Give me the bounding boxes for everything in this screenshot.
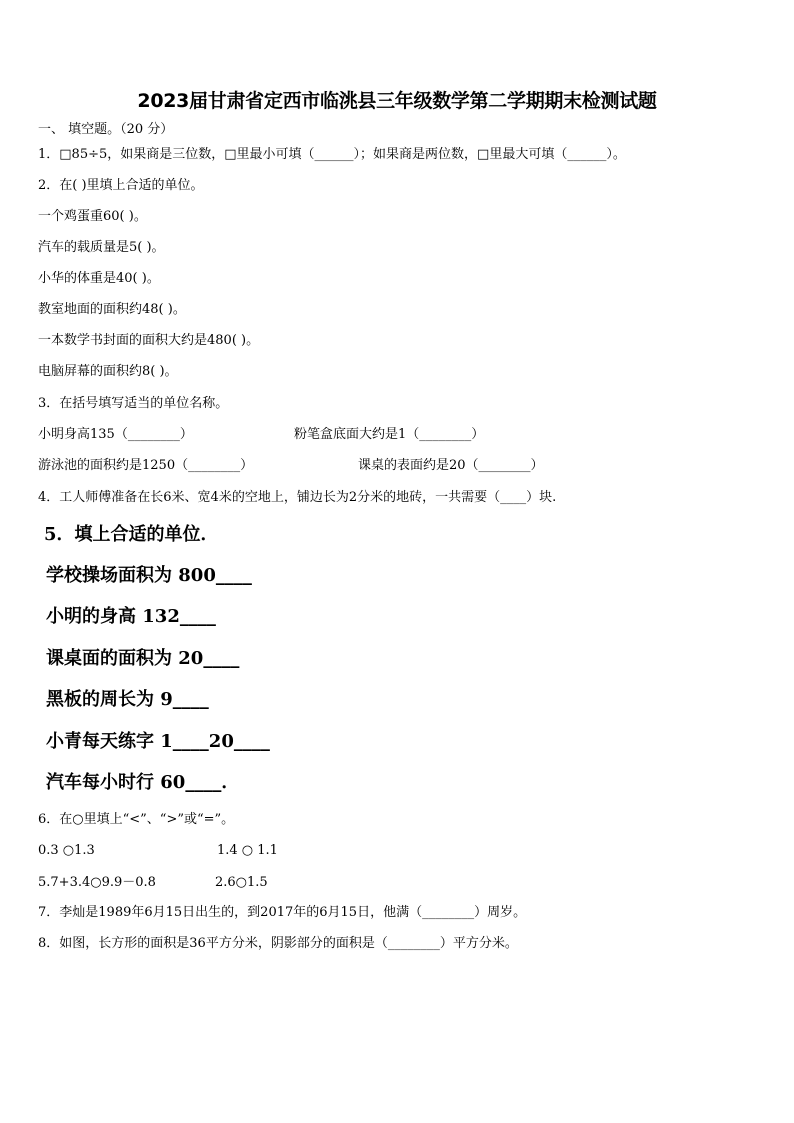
question-6-row2-right: 2.6○1.5	[215, 875, 268, 890]
question-5-item: 课桌面的面积为 20____	[46, 648, 240, 669]
question-6-row1-right: 1.4 ○ 1.1	[217, 843, 278, 858]
question-4: 4．工人师傅准备在长6米、宽4米的空地上，铺边长为2分米的地砖，一共需要（____）块.	[38, 490, 557, 505]
question-3-row1-left: 小明身高135（________）	[38, 427, 193, 442]
question-1: 1．□85÷5，如果商是三位数，□里最小可填（______）；如果商是两位数，□里最大可填（______）。	[38, 147, 626, 162]
question-5-item: 小明的身高 132____	[46, 606, 216, 627]
question-6-row1-left: 0.3 ○1.3	[38, 843, 95, 858]
question-2-item: 小华的体重是40( )。	[38, 271, 160, 286]
question-2-item: 一个鸡蛋重60( )。	[38, 209, 147, 224]
page-title: 2023届甘肃省定西市临洮县三年级数学第二学期期末检测试题	[137, 90, 657, 112]
question-3-row1-right: 粉笔盒底面大约是1（________）	[294, 427, 485, 442]
question-7: 7．李灿是1989年6月15日出生的，到2017年的6月15日，他满（________）周岁。	[38, 905, 527, 920]
question-5-stem: 5．填上合适的单位．	[44, 524, 219, 545]
question-5-item: 汽车每小时行 60____．	[46, 772, 240, 793]
question-6-row2-left: 5.7+3.4○9.9－0.8	[38, 875, 156, 890]
question-3-stem: 3．在括号填写适当的单位名称。	[38, 396, 229, 411]
question-8: 8．如图，长方形的面积是36平方分米，阴影部分的面积是（________）平方分米。	[38, 936, 518, 951]
question-2-item: 汽车的载质量是5( )。	[38, 240, 165, 255]
question-5-item: 学校操场面积为 800____	[46, 565, 252, 586]
question-3-row2-right: 课桌的表面约是20（________）	[358, 458, 544, 473]
question-5-item: 小青每天练字 1____20____	[46, 731, 270, 752]
question-2-item: 电脑屏幕的面积约8( )。	[38, 364, 178, 379]
question-2-item: 教室地面的面积约48( )。	[38, 302, 186, 317]
question-2-stem: 2．在( )里填上合适的单位。	[38, 178, 204, 193]
question-2-item: 一本数学书封面的面积大约是480( )。	[38, 333, 260, 348]
section-heading-fill-blank: 一、 填空题。（20 分）	[38, 122, 174, 137]
question-5-item: 黑板的周长为 9____	[46, 689, 209, 710]
question-6-stem: 6．在○里填上“<”、“>”或“=”。	[38, 812, 235, 827]
question-3-row2-left: 游泳池的面积约是1250（________）	[38, 458, 254, 473]
